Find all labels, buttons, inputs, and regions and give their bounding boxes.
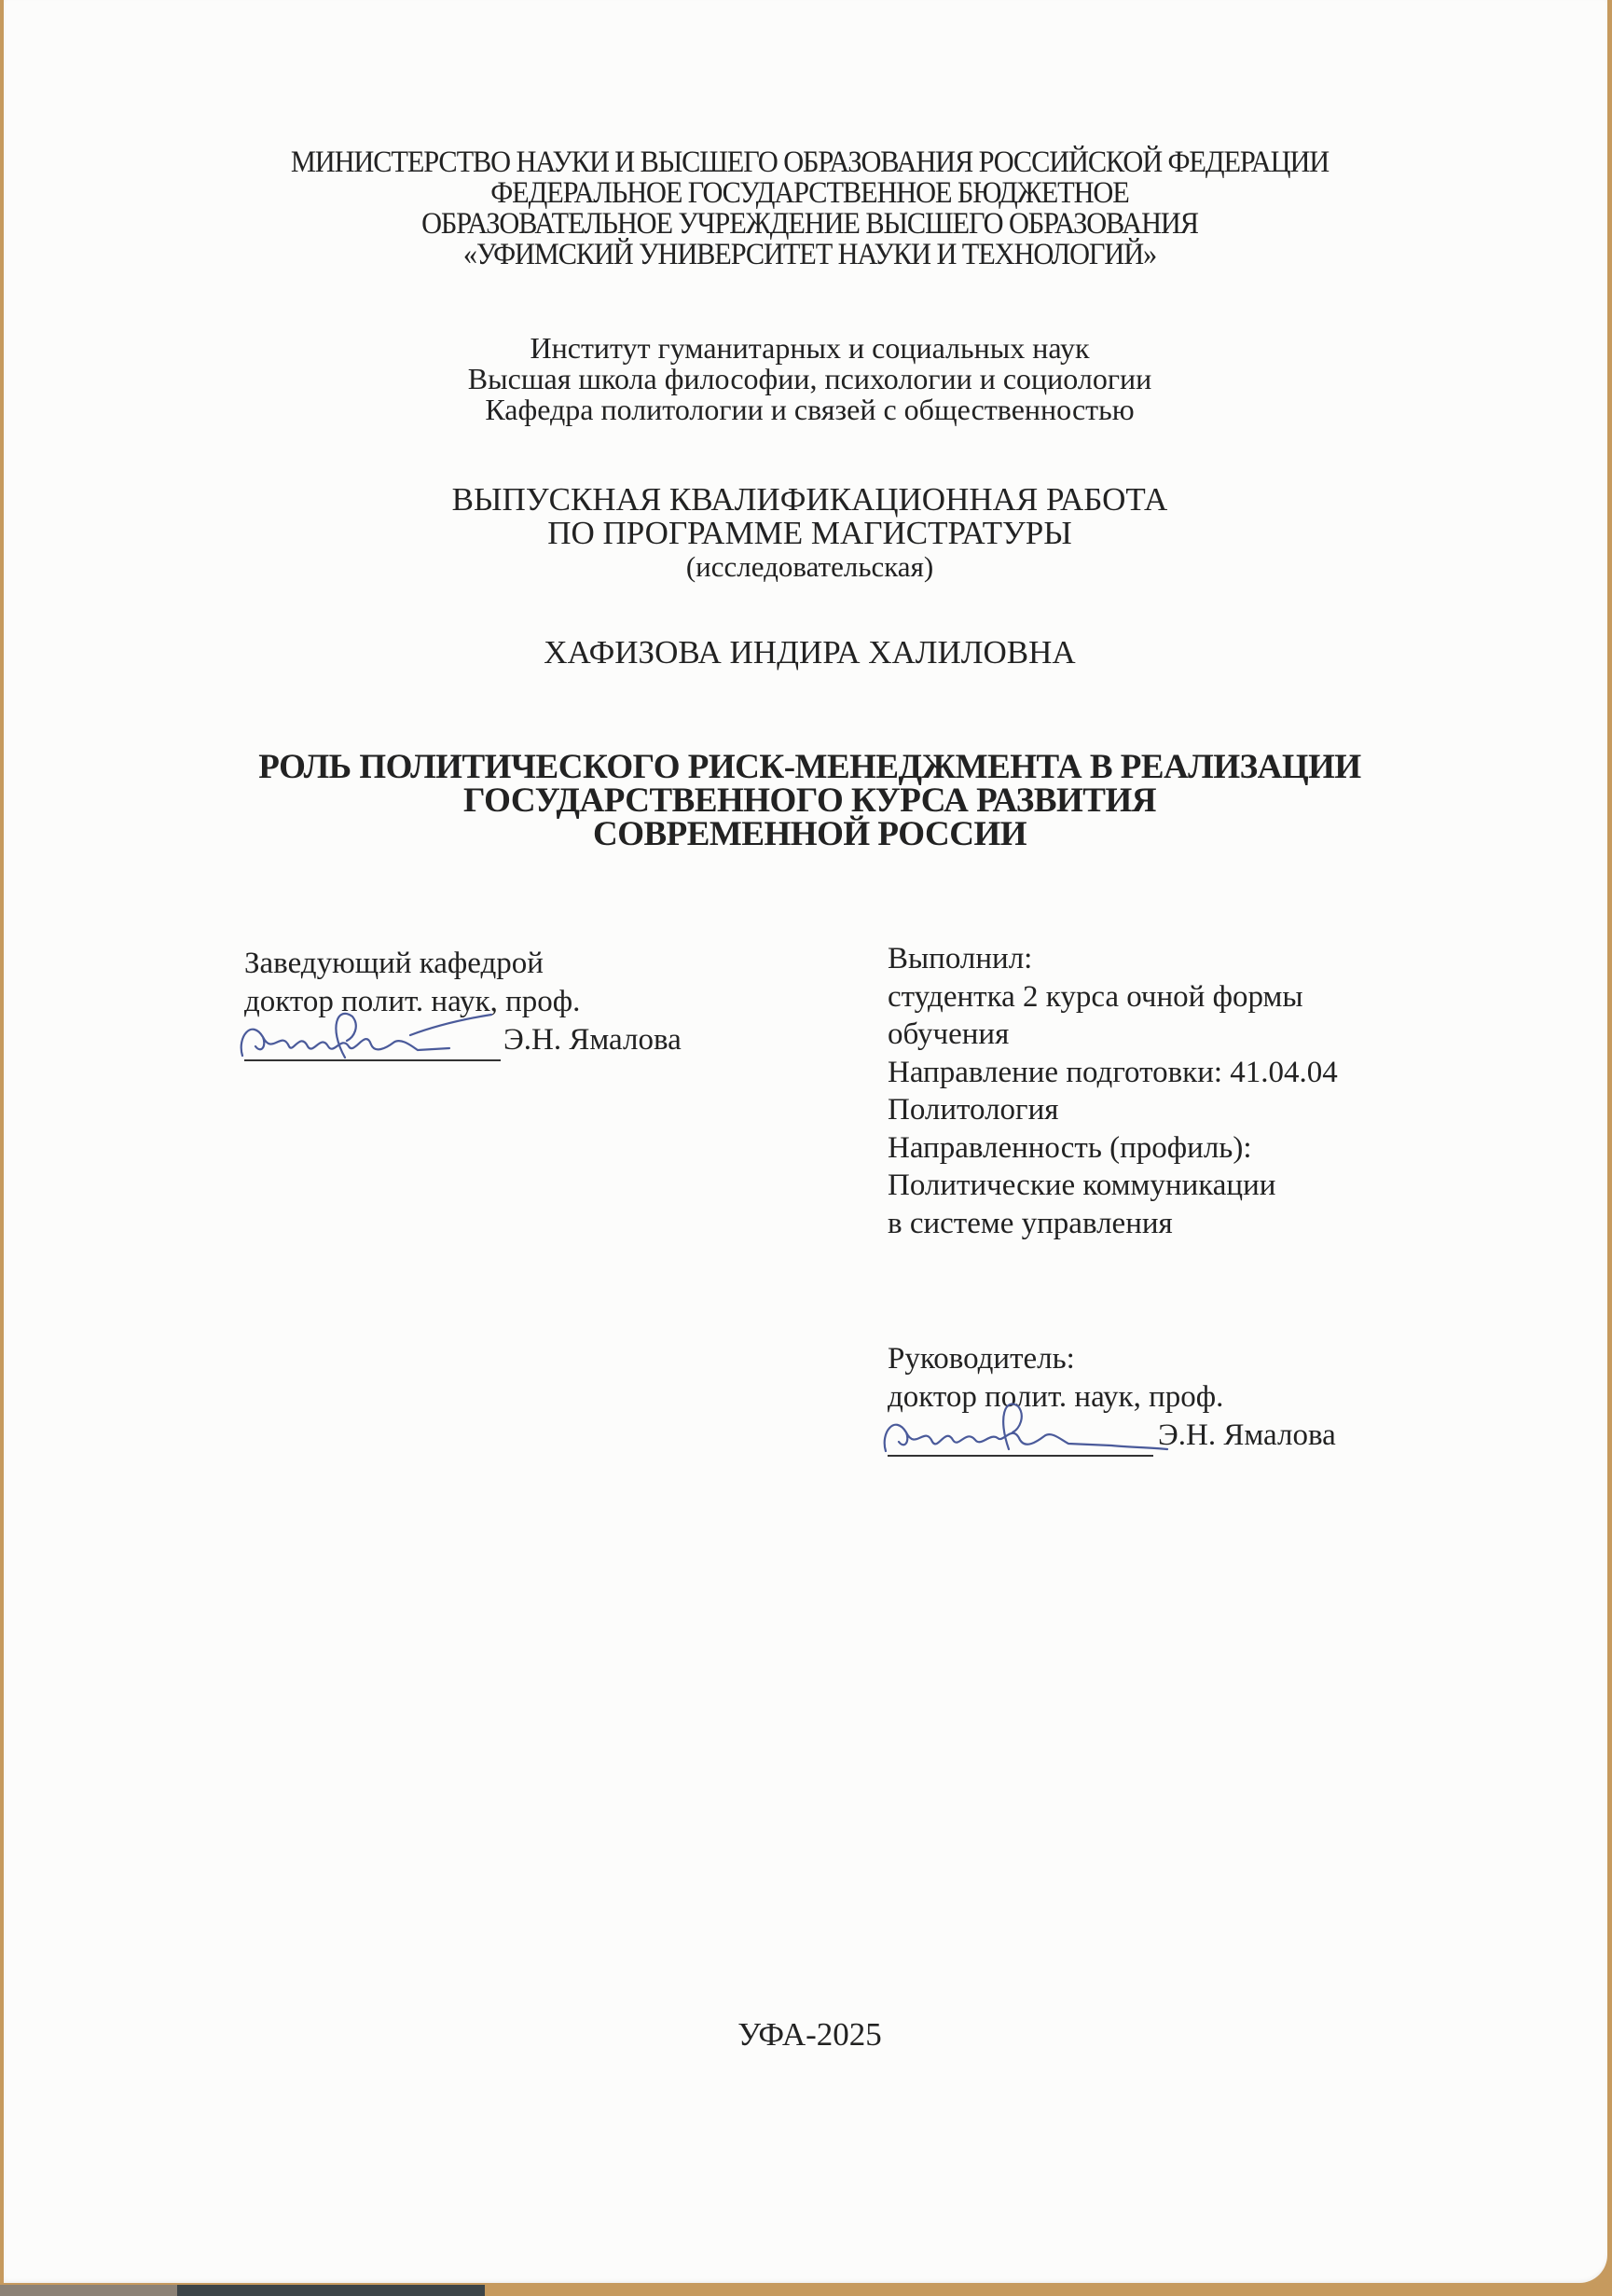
student-info-line: Политические коммуникации	[888, 1169, 1276, 1202]
supervisor-degree: доктор полит. наук, проф.	[888, 1380, 1224, 1414]
thesis-title-line: РОЛЬ ПОЛИТИЧЕСКОГО РИСК-МЕНЕДЖМЕНТА В РЕАЛИЗАЦИИ	[258, 748, 1361, 786]
student-info-line: обучения	[888, 1017, 1010, 1051]
ministry-line: МИНИСТЕРСТВО НАУКИ И ВЫСШЕГО ОБРАЗОВАНИЯ РОССИЙСКОЙ ФЕДЕРАЦИИ	[290, 145, 1330, 179]
work-subtype: (исследовательская)	[685, 550, 934, 583]
supervisor-signature-row	[888, 1417, 1336, 1455]
thesis-title	[4, 748, 1612, 853]
university-name: «УФИМСКИЙ УНИВЕРСИТЕТ НАУКИ И ТЕХНОЛОГИЙ»	[462, 238, 1157, 271]
head-role: Заведующий кафедрой	[244, 947, 544, 980]
head-name: Э.Н. Ямалова	[503, 1023, 682, 1057]
institute-name: Институт гуманитарных и социальных наук	[530, 331, 1090, 365]
supervisor-label: Руководитель:	[888, 1342, 1075, 1376]
institute-header	[4, 333, 1612, 425]
supervisor-block	[888, 1340, 1336, 1455]
head-signature-row	[244, 1021, 682, 1059]
city-year: УФА-2025	[737, 2016, 882, 2053]
title-page	[4, 0, 1607, 2283]
supervisor-name: Э.Н. Ямалова	[1158, 1418, 1336, 1452]
author-name: ХАФИЗОВА ИНДИРА ХАЛИЛОВНА	[544, 634, 1076, 671]
ministry-line: ОБРАЗОВАТЕЛЬНОЕ УЧРЕЖДЕНИЕ ВЫСШЕГО ОБРАЗОВАНИЯ	[421, 207, 1198, 241]
student-info-line: Политология	[888, 1093, 1059, 1127]
school-name: Высшая школа философии, психологии и социологии	[467, 362, 1152, 395]
student-info-line: Направление подготовки: 41.04.04	[888, 1055, 1338, 1089]
work-type-line: ВЫПУСКНАЯ КВАЛИФИКАЦИОННАЯ РАБОТА	[451, 481, 1168, 518]
student-block	[888, 940, 1338, 1242]
thesis-title-line: СОВРЕМЕННОЙ РОССИИ	[592, 815, 1027, 853]
department-name: Кафедра политологии и связей с общественностью	[485, 393, 1135, 426]
desk-surface-left	[0, 2285, 177, 2296]
ministry-header	[68, 147, 1551, 270]
student-info-line: студентка 2 курса очной формы	[888, 979, 1303, 1014]
ministry-line: ФЕДЕРАЛЬНОЕ ГОСУДАРСТВЕННОЕ БЮДЖЕТНОЕ	[490, 176, 1129, 210]
head-degree: доктор полит. наук, проф.	[244, 985, 581, 1018]
desk-object	[177, 2285, 485, 2296]
handwritten-signature-icon	[878, 1395, 1195, 1460]
thesis-title-line: ГОСУДАРСТВЕННОГО КУРСА РАЗВИТИЯ	[463, 781, 1156, 820]
head-of-department-block	[244, 945, 682, 1059]
student-label: Выполнил:	[888, 942, 1033, 975]
work-type-line: ПО ПРОГРАММЕ МАГИСТРАТУРЫ	[547, 515, 1072, 551]
work-type	[4, 483, 1612, 584]
student-info-line: в системе управления	[888, 1206, 1173, 1240]
handwritten-signature-icon	[235, 1009, 533, 1065]
student-info-line: Направленность (профиль):	[888, 1130, 1252, 1165]
